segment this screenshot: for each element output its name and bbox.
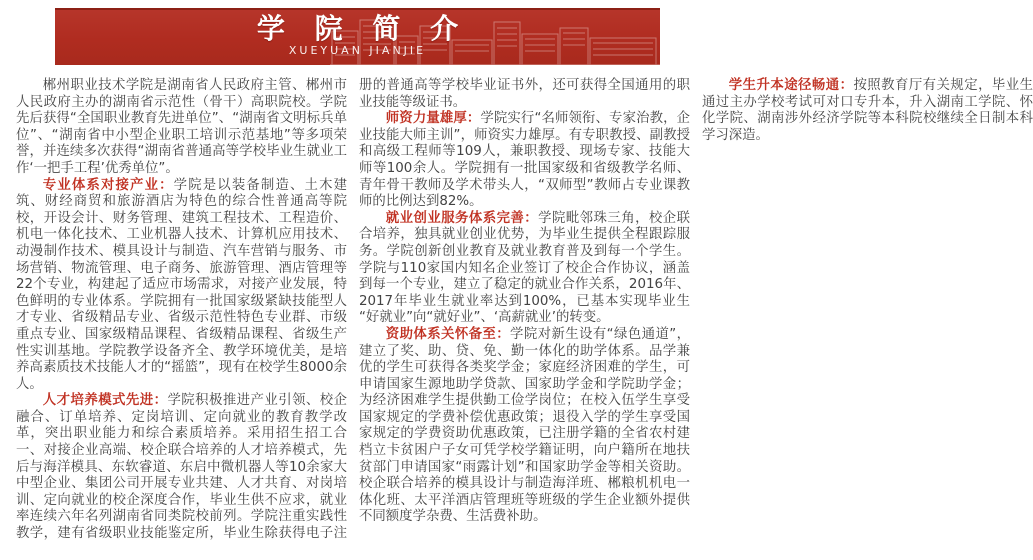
paragraph-text: 郴州职业技术学院是湖南省人民政府主管、郴州市人民政府主办的湖南省示范性（骨干）高职院校。学院先后获得“全国职业教育先进单位”、“湖南省文明标兵单位”、“湖南省中小型企业职工培训示范基地”等多项荣誉，并连续多次获得“湖南省普通高等学校毕业生就业工作‘一把手工程’优秀单位”。 [16, 78, 347, 176]
paragraph-text: 学院对新生设有“绿色通道”，建立了奖、助、贷、免、勤一体化的助学体系。品学兼优的学生可获得各类奖学金；家庭经济困难的学生，可申请国家生源地助学贷款、国家助学金和学院助学金；为经济困难学生提供勤工俭学岗位；在校入伍学生享受国家规定的学费补偿优惠政策；退役入学的学生享受国家规定的学费资助优惠政策，已注册学籍的全省农村建档立卡贫困户子女可凭学校学籍证明，向户籍所在地扶贫部门申请国家“雨露计划”和国家助学金等相关资助。校企联合培养的模具设计与制造海洋班、郴粮机机电一体化班、太平洋酒店管理班等班级的学生企业额外提供不同额度学杂费、生活费补助。 [359, 326, 691, 525]
paragraph-text: 学院积极推进产业引领、校企融合、订单培养、定岗培训、定向就业的教育教学改革，突出职业能力和综合素质培养。采用招生招工合一、对接企业高端、校企联合培养的人才培养模式，先后与海洋模具、东软睿道、东启中微机器人等10余家大中型企业、集团公司开展专业共建、人才共育、对岗培训、定向就业的校企深度合作，毕业生供不应求，就业率连续六年名列湖南省同类院校前列。学院注重实践性教学，建有省级职业技能鉴定所，毕业生除获得电子注册的普通高等学校毕业证书外，还可获得全国通用的职业技能等级证书。 [16, 78, 690, 542]
paragraph-heading: 学生升本途径畅通： [728, 78, 854, 93]
intro-content [16, 78, 1033, 548]
paragraph-employment-service [359, 211, 690, 327]
paragraph-heading: 专业体系对接产业： [42, 177, 174, 193]
paragraph-overview [16, 78, 347, 178]
paragraph-upgrade-path [702, 78, 1033, 144]
paragraph-heading: 人才培养模式先进： [42, 393, 168, 409]
paragraph-heading: 就业创业服务体系完善： [385, 210, 539, 226]
banner-text-block [55, 10, 660, 58]
paragraph-text: 按照教育厅有关规定，毕业生通过主办学校考试可对口专升本，升入湖南工学院、怀化学院、湖南涉外经济学院等本科院校继续全日制本科学习深造。 [702, 78, 1033, 143]
paragraph-major-system [16, 178, 347, 394]
page-title: 学 院 简 介 [256, 12, 469, 45]
paragraph-heading: 资助体系关怀备至： [385, 326, 511, 342]
page-subtitle: XUEYUAN JIANJIE [288, 44, 427, 57]
section-banner [55, 8, 660, 65]
paragraph-text: 学院毗邻珠三角，校企联合培养，独具就业创业优势，为毕业生提供全程跟踪服务。学院创新创业教育及就业教育普及到每一个学生。学院与110家国内知名企业签订了校企合作协议，涵盖到每一个专业，建立了稳定的就业合作关系，2016年、2017年毕业生就业率达到100%，已基本实现毕业生“好就业”向“就好业”、‘高薪就业’的转变。 [359, 210, 691, 326]
paragraph-faculty [359, 111, 690, 211]
paragraph-text: 学院是以装备制造、土木建筑、财经商贸和旅游酒店为特色的综合性普通高等院校，开设会计、财务管理、建筑工程技术、工程造价、机电一体化技术、工业机器人技术、计算机应用技术、动漫制作技术、模具设计与制造、汽车营销与服务、市场营销、物流管理、电子商务、旅游管理、酒店管理等22个专业，构建起了适应市场需求，对接产业发展，特色鲜明的专业体系。学院拥有一批国家级紧缺技能型人才专业、省级精品专业、省级示范性特色专业群、市级重点专业、国家级精品课程、省级精品课程、省级生产性实训基地。学院教学设备齐全、教学环境优美，是培养高素质技术技能人才的“摇篮”，现有在校学生8000余人。 [16, 177, 348, 392]
paragraph-text: 学院实行“名师领衔、专家治教，企业技能大师主训”，师资实力雄厚。有专职教授、副教授和高级工程师等109人，兼职教授、现场专家、技能大师等100余人。学院拥有一批国家级和省级教学名师、青年骨干教师及学术带头人，“双师型”教师占专业课教师的比例达到82%。 [359, 111, 691, 210]
paragraph-heading: 师资力量雄厚： [385, 111, 481, 127]
paragraph-financial-aid [359, 327, 690, 526]
